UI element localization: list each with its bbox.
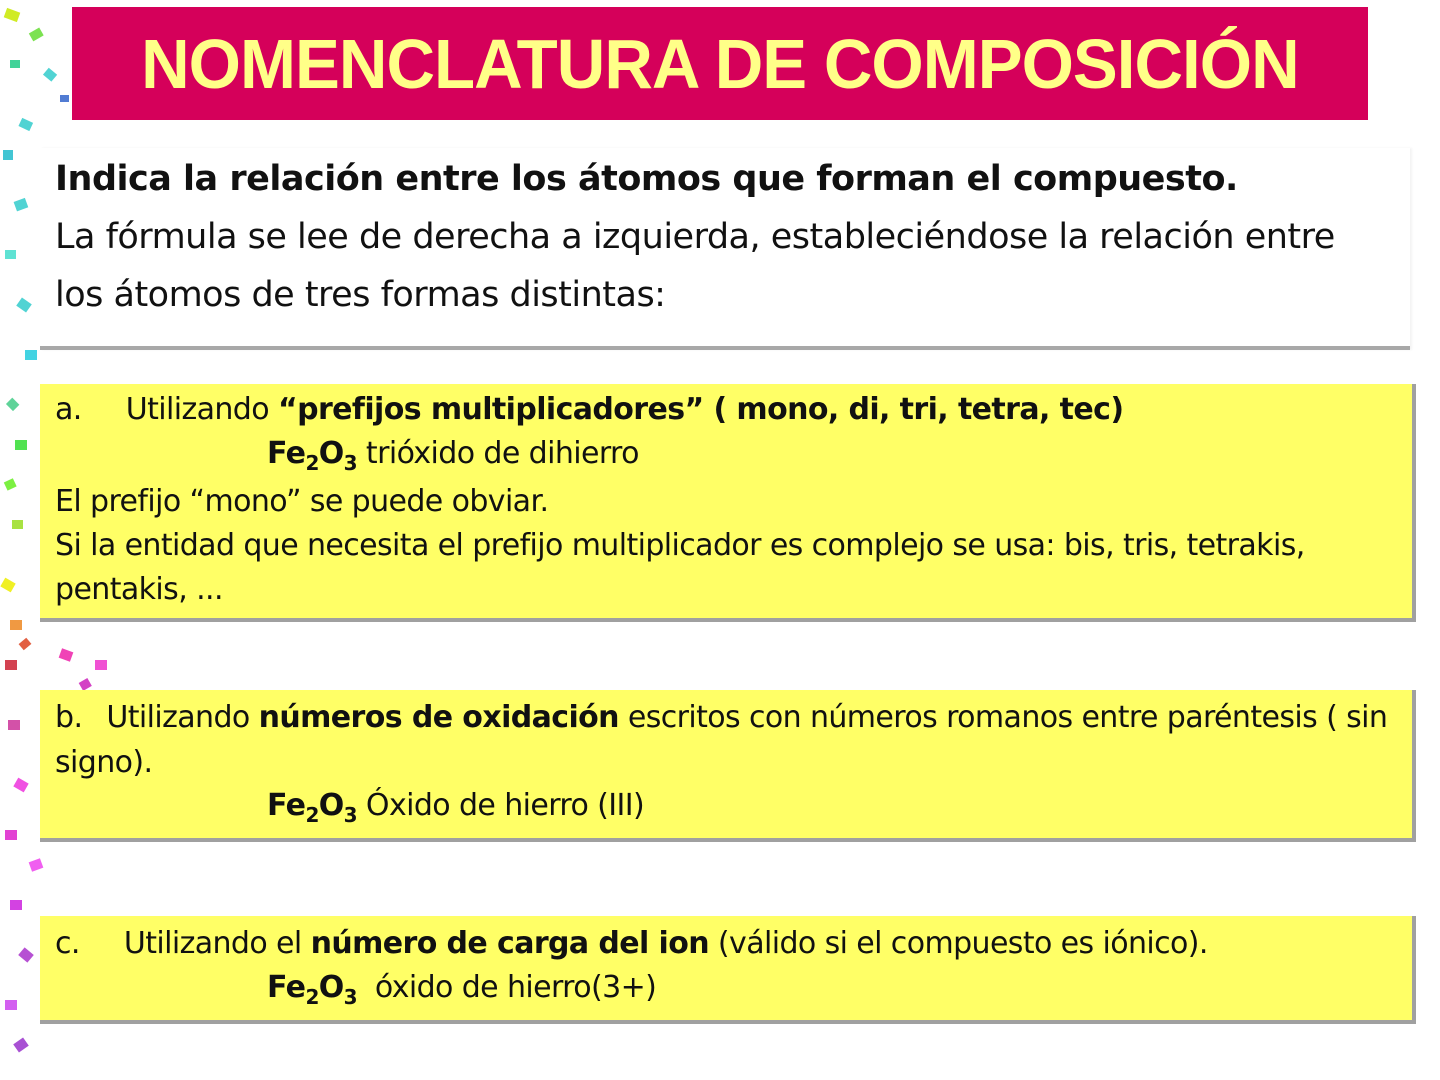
section-b-marker: b. — [55, 700, 83, 735]
section-b-tail: escritos con números romanos entre paréntesis ( sin — [618, 700, 1388, 735]
section-c-lead: Utilizando el — [123, 926, 311, 961]
section-a-note-2: Si la entidad que necesita el prefijo multiplicador es complejo se usa: bis, tris, tetrakis, — [55, 528, 1305, 563]
slide-title: NOMENCLATURA DE COMPOSICIÓN — [141, 24, 1299, 103]
section-c-marker: c. — [55, 926, 80, 961]
intro-box — [40, 148, 1410, 350]
section-c-bold: número de carga del ion — [310, 926, 709, 961]
section-a-box — [40, 384, 1416, 622]
section-c-box — [40, 916, 1416, 1024]
section-c-formula: $Fe_2O_3$ óxido de hierro(3+) — [267, 970, 657, 1009]
intro-heading: Indica la relación entre los átomos que forman el compuesto. — [55, 159, 1238, 199]
section-b-tail-2: signo). — [55, 745, 153, 780]
section-a-formula: $Fe_2O_3$ trióxido de dihierro — [267, 436, 639, 475]
section-c-tail: (válido si el compuesto es iónico). — [709, 926, 1208, 961]
section-b-formula: $Fe_2O_3$ Óxido de hierro (III) — [267, 788, 645, 827]
title-banner — [72, 7, 1368, 120]
section-a-marker: a. — [55, 392, 82, 427]
section-c-formula-name: óxido de hierro(3+) — [357, 970, 657, 1005]
section-a-note-1: El prefijo “mono” se puede obviar. — [55, 484, 549, 519]
section-c-heading — [55, 926, 1208, 961]
section-b-bold: números de oxidación — [258, 700, 619, 735]
section-b-lead: Utilizando — [106, 700, 259, 735]
section-b-heading — [55, 700, 1387, 735]
intro-line-3: los átomos de tres formas distintas: — [55, 275, 666, 315]
section-a-lead: Utilizando — [125, 392, 278, 427]
section-a-note-3: pentakis, ... — [55, 572, 223, 607]
section-a-bold: “prefijos multiplicadores” ( mono, di, tri, tetra, tec) — [277, 392, 1124, 427]
section-b-formula-name: Óxido de hierro (III) — [357, 788, 645, 823]
section-a-heading — [55, 392, 1123, 427]
intro-line-2: La fórmula se lee de derecha a izquierda, estableciéndose la relación entre — [55, 217, 1335, 257]
section-b-box — [40, 690, 1416, 842]
section-a-formula-name: trióxido de dihierro — [357, 436, 639, 471]
